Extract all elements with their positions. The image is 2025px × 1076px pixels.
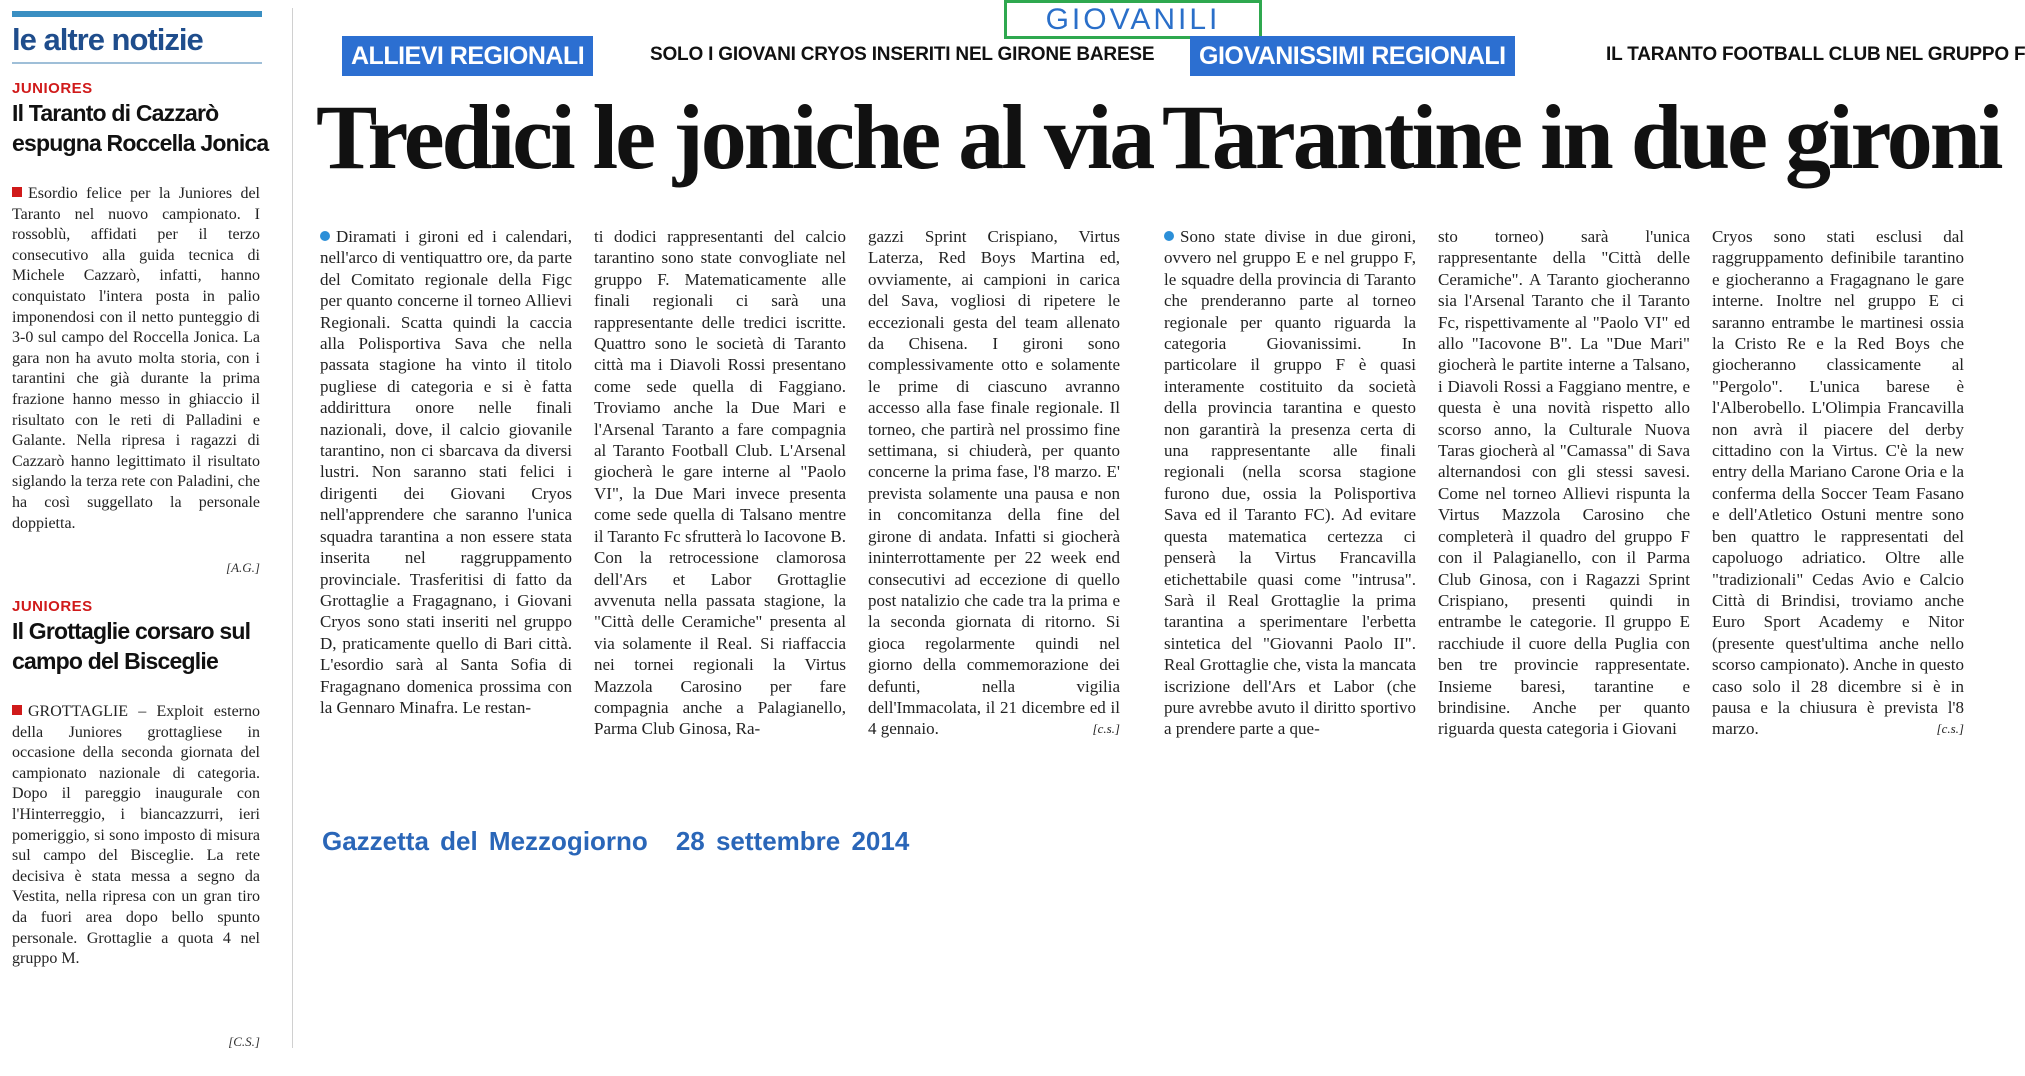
red-square-icon bbox=[12, 705, 22, 715]
right-column-3-text: Cryos sono stati esclusi dal raggruppamento definibile tarantino e giocheranno a Fragagnano le gare interne. Inoltre nel gruppo E ci saranno entrambe le martinesi ossia la Cristo Re e la Red Boys che giocheranno classicamente al "Pergolo". L'unica barese è l'Alberobello. L'Olimpia Francavilla non avrà il piacere del derby cittadino con la Virtus. C'è la new entry della Mariano Carone Oria e la conferma della Soccer Team Fasano e dell'Atletico Ostuni mentre sono ben quattro le rappresentati del capoluogo adriatico. Oltre alle "tradizionali" Cedas Avio e Calcio Città di Brindisi, troviamo anche Euro Sport Academy e Nitor (presente quest'ultima anche nello scorso campionato). Anche in questo caso solo il 28 dicembre si è in pausa e la chiusura è prevista l'8 marzo. bbox=[1712, 227, 1964, 739]
sidebar-article-2 bbox=[12, 702, 260, 1032]
sidebar-signature-1: [A.G.] bbox=[226, 560, 260, 575]
left-article-subtitle: SOLO I GIOVANI CRYOS INSERITI NEL GIRONE BARESE bbox=[650, 44, 1155, 65]
right-article-subtitle: IL TARANTO FOOTBALL CLUB NEL GRUPPO F bbox=[1606, 44, 2025, 65]
right-article-label: GIOVANISSIMI REGIONALI bbox=[1190, 36, 1515, 76]
source-name: Gazzetta del Mezzogiorno bbox=[322, 826, 648, 856]
sidebar-signature-row-2 bbox=[12, 1034, 260, 1054]
left-column-1-text: Diramati i gironi ed i calendari, nell'arco di ventiquattro ore, da parte del Comitato regionale della Figc per quanto concerne il torneo Allievi Regionali. Scatta quindi la caccia alla Polisportiva Sava che nella passata stagione ha vinto il titolo pugliese di categoria e si è fatta addirittura onore nelle finali nazionali, dove, il calcio giovanile tarantino, non ci sbarcava da diversi lustri. Non saranno stati felici i dirigenti dei Giovani Cryos nell'apprendere che saranno l'unica squadra tarantina a non essere stata inserita nel raggruppamento provinciale. Trasferitisi di fatto da Grottaglie a Fragagnano, i Giovani Cryos sono stati inseriti nel gruppo D, praticamente quello di Bari città. L'esordio sarà al Santa Sofia di Fragagnano domenica prossima con la Gennaro Minafra. Le restan- bbox=[320, 227, 572, 717]
left-article-column-3 bbox=[868, 226, 1120, 774]
sidebar-separator bbox=[292, 8, 293, 1048]
sidebar-title-1: Il Taranto di Cazzarò espugna Roccella Jonica bbox=[12, 100, 269, 156]
left-article-headline: Tredici le joniche al via bbox=[316, 86, 1153, 188]
left-column-2-text: ti dodici rappresentanti del calcio tarantino sono state convogliate nel gruppo F. Matematicamente alle finali regionali ci sarà una rappresentante delle tredici iscritte. Quattro sono le società di Taranto città ma i Diavoli Rossi presentano come sede quella di Faggiano. Troviamo anche la Due Mari e l'Arsenal Taranto a fare compagnia al Taranto Football Club. L'Arsenal giocherà le gare interne al "Paolo VI", la Due Mari invece presenta come sede quella di Talsano mentre il Taranto Fc sfrutterà lo Iacovone B. Con la retrocessione clamorosa dell'Ars et Labor Grottaglie avvenuta nella passata stagione, la "Città delle Ceramiche" presenta al via solamente il Real. Si riaffaccia nei tornei regionali la Virtus Mazzola Carosino per fare compagnia anche a Palagianello, Parma Club Ginosa, Ra- bbox=[594, 227, 846, 739]
sidebar-divider bbox=[12, 62, 262, 64]
left-article-signature: [c.s.] bbox=[1092, 721, 1120, 737]
sidebar-article-1 bbox=[12, 184, 260, 580]
right-article-signature: [c.s.] bbox=[1936, 721, 1964, 737]
sidebar-kicker-2: JUNIORES bbox=[12, 598, 93, 615]
source-caption bbox=[322, 826, 909, 857]
sidebar-signature-row-1 bbox=[12, 560, 260, 580]
sidebar-kicker-1: JUNIORES bbox=[12, 80, 93, 97]
sidebar-title-2: Il Grottaglie corsaro sul campo del Bisceglie bbox=[12, 618, 251, 674]
sidebar-top-rule bbox=[12, 11, 262, 17]
sidebar-signature-2: [C.S.] bbox=[228, 1034, 260, 1049]
red-square-icon bbox=[12, 187, 22, 197]
right-column-2-text: sto torneo) sarà l'unica rappresentante della "Città delle Ceramiche". A Taranto giocheranno sia l'Arsenal Taranto che il Taranto Fc, rispettivamente al "Paolo VI" ed allo "Iacovone B". La "Due Mari" giocherà le partite interne a Talsano, i Diavoli Rossi a Faggiano mentre, e questa è una novità rispetto allo scorso anno, la Culturale Nuova Taras giocherà al "Camassa" di Sava alternandosi con gli stessi savesi. Come nel torneo Allievi rispunta la Virtus Mazzola Carosino che completerà il quadro del gruppo F con il Palagianello, con il Parma Club Ginosa, con i Ragazzi Sprint Crispiano, presenti quindi in entrambe le categorie. Il gruppo E racchiude il cuore della Puglia con ben tre provincie rappresentate. Insieme baresi, tarantine e brindisine. Anche per quanto riguarda questa categoria i Giovani bbox=[1438, 227, 1690, 739]
left-column-3-text: gazzi Sprint Crispiano, Virtus Laterza, Red Boys Martina ed, ovviamente, ai campioni in carica del Sava, vogliosi di ripetere le eccezionali gesta del team allenato da Chisena. I gironi sono complessivamente otto e solamente le prime di ciascuno avranno accesso alla fase finale regionale. Il torneo, che partirà nel prossimo fine settimana, si chiuderà, per quanto concerne la prima fase, l'8 marzo. E' prevista solamente una pausa e non in concomitanza della fine del girone di andata. Infatti si giocherà ininterrottamente per 22 week end consecutivi ad eccezione di quello post natalizio che cade tra la prima e la seconda giornata di ritorno. Si gioca regolarmente quindi nel giorno della commemorazione dei defunti, nella vigilia dell'Immacolata, il 21 dicembre ed il 4 gennaio. bbox=[868, 227, 1120, 739]
blue-dot-icon bbox=[1164, 231, 1174, 241]
sidebar-body-2: GROTTAGLIE – Exploit esterno della Juniores grottagliese in occasione della seconda giornata del campionato nazionale di categoria. Dopo il pareggio inaugurale con l'Hinterreggio, i biancazzurri, ieri pomeriggio, si sono imposto di misura sul campo del Bisceglie. La rete decisiva è stata messa a segno da Vestita, nella ripresa con un gran tiro da fuori area dopo bello spunto personale. Grottaglie a quota 4 nel gruppo M. bbox=[12, 703, 260, 968]
right-article-column-2 bbox=[1438, 226, 1690, 774]
left-article-column-1 bbox=[320, 226, 572, 774]
section-tag: GIOVANILI bbox=[1004, 0, 1262, 39]
right-article-column-3 bbox=[1712, 226, 1964, 774]
source-date: 28 settembre 2014 bbox=[675, 826, 910, 856]
left-article-label: ALLIEVI REGIONALI bbox=[342, 36, 593, 76]
blue-dot-icon bbox=[320, 231, 330, 241]
right-article-column-1 bbox=[1164, 226, 1416, 774]
left-article-column-2 bbox=[594, 226, 846, 774]
right-article-headline: Tarantine in due gironi bbox=[1162, 86, 2001, 188]
right-column-1-text: Sono state divise in due gironi, ovvero nel gruppo E e nel gruppo F, le squadre della provincia di Taranto che prenderanno parte al torneo regionale per quanto riguarda la categoria Giovanissimi. In particolare il gruppo F è quasi interamente costituito da società della provincia tarantina e questo non garantirà la presenza certa di una rappresentante alle finali regionali (nella scorsa stagione furono due, ossia la Polisportiva Sava ed il Taranto FC). Ad evitare questa matematica certezza ci penserà la Virtus Francavilla etichettabile quasi come "intrusa". Sarà il Real Grottaglie la prima tarantina a sperimentare l'erbetta sintetica del "Giovanni Paolo II". Real Grottaglie che, vista la mancata iscrizione dell'Ars et Labor (che pure avrebbe avuto il diritto sportivo a prendere parte a que- bbox=[1164, 227, 1416, 739]
sidebar-heading: le altre notizie bbox=[12, 22, 203, 57]
sidebar-body-1: Esordio felice per la Juniores del Taranto nel nuovo campionato. I rossoblù, affidati per il terzo consecutivo alla guida tecnica di Michele Cazzarò, infatti, hanno conquistato l'intera posta in palio imponendosi con il netto punteggio di 3-0 sul campo del Roccella Jonica. La gara non ha avuto molta storia, con i tarantini che già durante la prima frazione hanno messo in ghiaccio il risultato con le reti di Palladini e Galante. Nella ripresa i ragazzi di Cazzarò hanno legittimato il risultato siglando la terza rete con Paladini, che ha così suggellato la personale doppietta. bbox=[12, 185, 260, 532]
